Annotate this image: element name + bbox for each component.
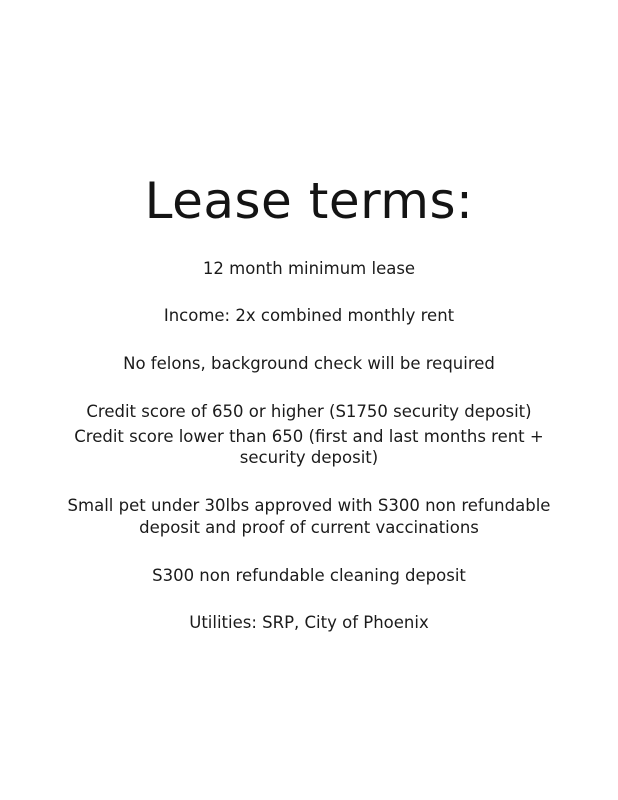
list-item: Credit score lower than 650 (first and last months rent + security deposit) bbox=[74, 426, 544, 468]
list-item: Small pet under 30lbs approved with S300 non refundable deposit and proof of current vaccinations bbox=[67, 496, 551, 537]
list-item: No felons, background check will be required bbox=[123, 354, 495, 374]
page-title: Lease terms: bbox=[144, 172, 474, 230]
list-item: Credit score of 650 or higher (S1750 security deposit) bbox=[86, 401, 532, 421]
list-item: Income: 2x combined monthly rent bbox=[163, 306, 455, 326]
lease-terms-list bbox=[18, 258, 600, 635]
list-item: 12 month minimum lease bbox=[202, 258, 416, 278]
list-item: Utilities: SRP, City of Phoenix bbox=[189, 613, 429, 633]
list-item: S300 non refundable cleaning deposit bbox=[152, 565, 466, 585]
